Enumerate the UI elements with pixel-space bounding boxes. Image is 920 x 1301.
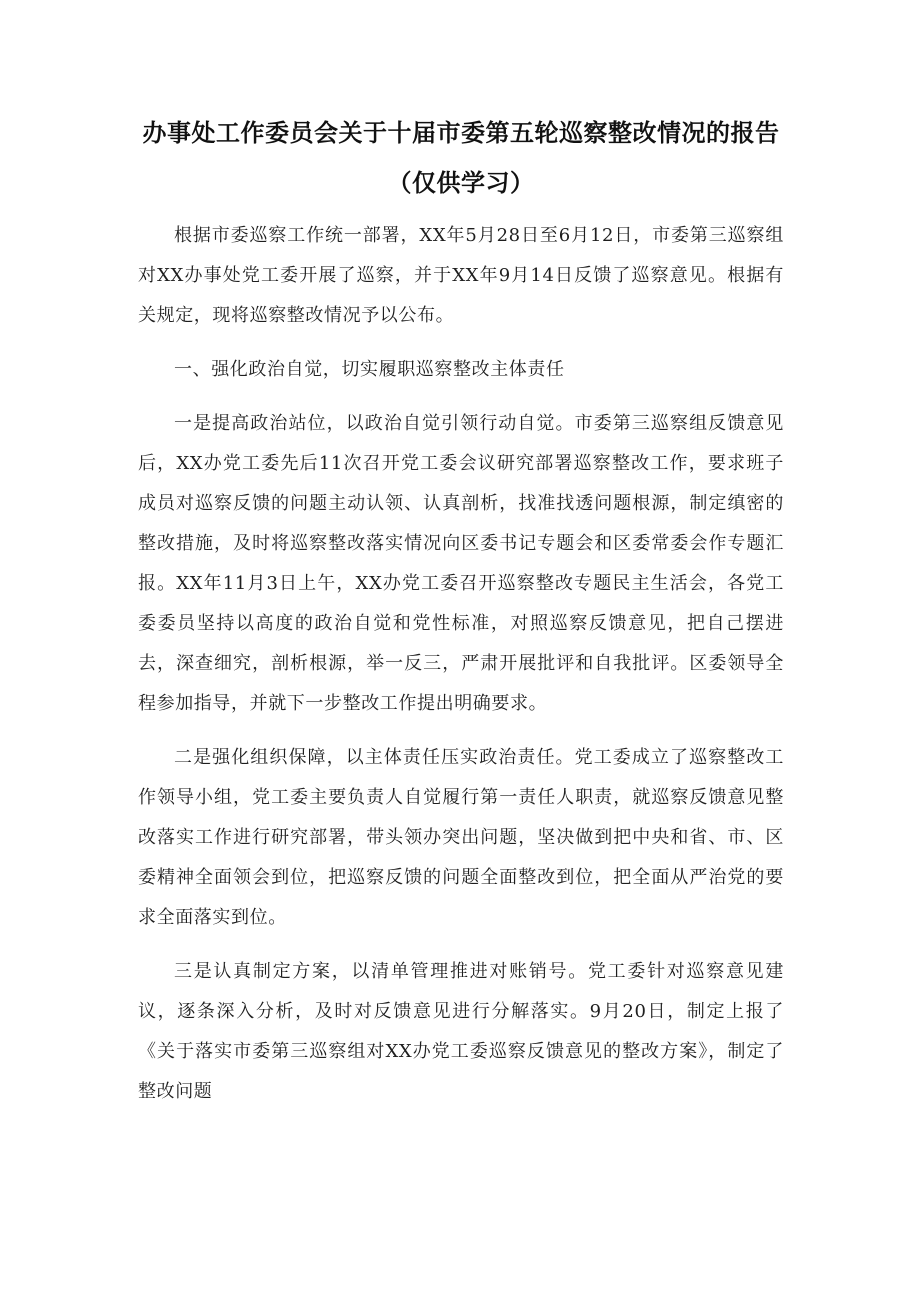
paragraph-point-2: 二是强化组织保障，以主体责任压实政治责任。党工委成立了巡察整改工作领导小组，党工委主要负责人自觉履行第一责任人职责，就巡察反馈意见整改落实工作进行研究部署，带头领办突出问题，坚决做到把中央和省、市、区委精神全面领会到位，把巡察反馈的问题全面整改到位，把全面从严治党的要求全面落实到位。 <box>138 747 784 928</box>
section-heading-1: 一、强化政治自觉，切实履职巡察整改主体责任 <box>174 359 565 380</box>
document-page <box>138 108 784 1112</box>
paragraph-point-1: 一是提高政治站位，以政治自觉引领行动自觉。市委第三巡察组反馈意见后，XX办党工委先后11次召开党工委会议研究部署巡察整改工作，要求班子成员对巡察反馈的问题主动认领、认真剖析，找准找透问题根源，制定缜密的整改措施，及时将巡察整改落实情况向区委书记专题会和区委常委会作专题汇报。XX年11月3日上午，XX办党工委召开巡察整改专题民主生活会，各党工委委员坚持以高度的政治自觉和党性标准，对照巡察反馈意见，把自己摆进去，深查细究，剖析根源，举一反三，严肃开展批评和自我批评。区委领导全程参加指导，并就下一步整改工作提出明确要求。 <box>138 413 784 714</box>
paragraph-point-3: 三是认真制定方案，以清单管理推进对账销号。党工委针对巡察意见建议，逐条深入分析，及时对反馈意见进行分解落实。9月20日，制定上报了《关于落实市委第三巡察组对XX办党工委巡察反馈意见的整改方案》，制定了整改问题 <box>138 961 784 1102</box>
document-title: 办事处工作委员会关于十届市委第五轮巡察整改情况的报告（仅供学习） <box>142 119 780 197</box>
intro-paragraph: 根据市委巡察工作统一部署，XX年5月28日至6月12日，市委第三巡察组对XX办事处党工委开展了巡察，并于XX年9月14日反馈了巡察意见。根据有关规定，现将巡察整改情况予以公布。 <box>138 225 784 326</box>
document-body <box>138 216 784 1112</box>
